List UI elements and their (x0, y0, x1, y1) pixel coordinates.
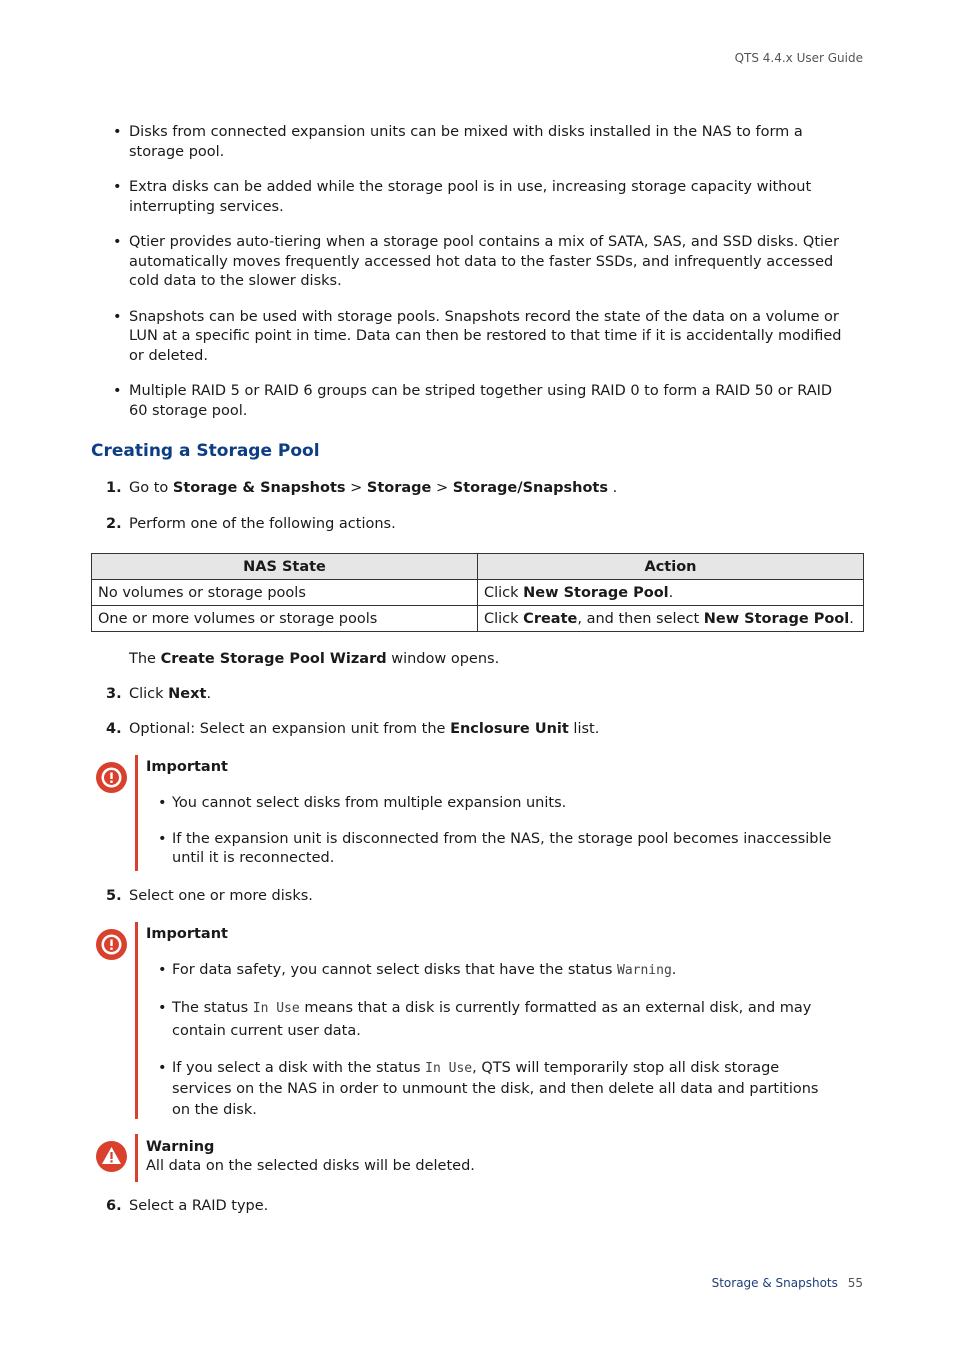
page-number: 55 (847, 1276, 863, 1290)
menu-path-storage: Storage (366, 480, 432, 496)
menu-path-storage-snapshots-page: Storage/Snapshots (452, 480, 608, 496)
list-item: • The status In Use means that a disk is currently formatted as an external disk, and may contain current user data. (158, 999, 812, 1039)
cell-nas-state: No volumes or storage pools (92, 580, 478, 606)
table-row (92, 606, 864, 632)
page-footer (712, 1276, 863, 1290)
wizard-note: The Create Storage Pool Wizard window opens. (129, 651, 500, 667)
important-callout-1 (95, 755, 855, 871)
callout-bar (135, 922, 138, 1119)
warning-text: All data on the selected disks will be deleted. (146, 1158, 475, 1174)
list-item: • Disks from connected expansion units can be mixed with disks installed in the NAS to form a storage pool. (113, 124, 803, 160)
column-header-nas-state: NAS State (92, 554, 478, 580)
status-code-warning: Warning (617, 963, 672, 978)
list-item: • Snapshots can be used with storage pools. Snapshots record the state of the data on a volume or LUN at a specific point in time. Data can then be restored to that time if it is accidentally modified or deleted. (113, 308, 842, 364)
warning-triangle-icon (95, 1140, 128, 1173)
action-table (91, 553, 864, 632)
list-item: • Extra disks can be added while the storage pool is in use, increasing storage capacity without interrupting services. (113, 179, 812, 215)
cell-nas-state: One or more volumes or storage pools (92, 606, 478, 632)
section-heading: Creating a Storage Pool (91, 441, 320, 461)
list-item: • For data safety, you cannot select disks that have the status Warning. (158, 962, 677, 978)
cell-action: Click Create, and then select New Storage Pool. (478, 606, 864, 632)
list-item: • Multiple RAID 5 or RAID 6 groups can be striped together using RAID 0 to form a RAID 50 or RAID 60 storage pool. (113, 383, 833, 419)
cell-action: Click New Storage Pool. (478, 580, 864, 606)
column-header-action: Action (478, 554, 864, 580)
warning-callout (95, 1134, 855, 1182)
callout-title: Important (146, 759, 228, 775)
status-code-in-use: In Use (252, 1000, 300, 1016)
list-item: • You cannot select disks from multiple expansion units. (158, 795, 567, 811)
callout-bar (135, 755, 138, 871)
important-alert-icon (95, 928, 128, 961)
step-4: 4. Optional: Select an expansion unit from the Enclosure Unit list. (106, 721, 600, 737)
running-header: QTS 4.4.x User Guide (734, 51, 863, 65)
important-callout-2 (95, 922, 855, 1119)
callout-title: Important (146, 926, 228, 942)
step-3: 3. Click Next. (106, 686, 212, 702)
footer-section-name: Storage & Snapshots (711, 1276, 838, 1290)
list-item: • If the expansion unit is disconnected from the NAS, the storage pool becomes inaccessible until it is reconnected. (158, 830, 832, 866)
step-5: 5. Select one or more disks. (106, 888, 313, 904)
step-2: 2. Perform one of the following actions. (106, 516, 396, 532)
step-6: 6. Select a RAID type. (106, 1198, 269, 1214)
table-row (92, 580, 864, 606)
menu-path-storage-snapshots: Storage & Snapshots (172, 480, 346, 496)
callout-bar (135, 1134, 138, 1182)
table-header-row (92, 554, 864, 580)
step-1: 1. Go to Storage & Snapshots > Storage > Storage/Snapshots . (106, 480, 618, 496)
list-item: • Qtier provides auto-tiering when a storage pool contains a mix of SATA, SAS, and SSD disks. Qtier automatically moves frequently accessed hot data to the faster SSDs, and infrequently accessed cold data to the slower disks. (113, 234, 839, 289)
callout-title: Warning (146, 1139, 215, 1155)
feature-bullet-list (113, 123, 853, 437)
status-code-in-use: In Use (425, 1060, 473, 1076)
important-alert-icon (95, 761, 128, 794)
list-item: • If you select a disk with the status In Use, QTS will temporarily stop all disk storage services on the NAS in order to unmount the disk, and then delete all data and partitions on the disk. (158, 1059, 819, 1118)
